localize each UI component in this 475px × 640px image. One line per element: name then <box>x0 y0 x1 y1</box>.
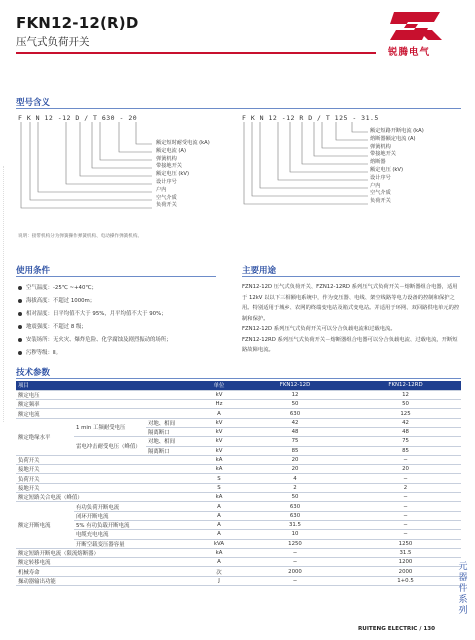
model-right-label: 带接地开关 <box>370 151 396 158</box>
logo-mark-icon <box>388 10 448 42</box>
logo-text: 锐腾电气 <box>388 47 431 58</box>
model-left-label: 额定电流 (A) <box>156 147 186 154</box>
table-row: 额定电流 A 630 125 <box>16 409 461 418</box>
usage-paragraph: FZN12-12D 系列压气式负荷开关可以分合负载电流和过载电流。 <box>242 326 396 332</box>
model-code-right-leaders <box>240 122 370 222</box>
page-title: FKN12-12(R)D <box>16 14 139 32</box>
table-row: 额定转移电流 A − 1200 <box>16 558 461 567</box>
usage-heading: 主要用途 <box>242 266 277 276</box>
table-row: 额定短路开断电流（限流熔断器） kA − 31.5 <box>16 548 461 557</box>
model-right-label: 弹簧机构 <box>370 143 391 150</box>
usage-text <box>242 282 460 356</box>
model-right-label: 额定电压 (kV) <box>370 166 403 173</box>
model-left-label: 空气介质 <box>156 194 177 201</box>
condition-item: 地震强度：不超过 8 级； <box>18 321 228 334</box>
model-right-label: 额定短路开断电流 (kA) <box>370 128 424 134</box>
model-code-left: F K N 12 -12 D / T 630 - 20 <box>18 114 138 122</box>
model-left-label: 负荷开关 <box>156 202 177 209</box>
conditions-list <box>18 282 228 360</box>
title-rule <box>16 52 376 54</box>
params-heading: 技术参数 <box>16 368 51 378</box>
condition-item: 相对湿度：日平均值不大于 95%，月平均值不大于 90%； <box>18 308 228 321</box>
table-row: 闭环开断电流 A 630 − <box>16 511 461 520</box>
table-row: 隔离断口 kV 85 85 <box>16 446 461 455</box>
model-note: 说明：接带机构分为弹簧操作弹簧机构、电动操作弹簧机构。 <box>18 234 143 239</box>
table-row: 电缆充电电流 A 10 − <box>16 530 461 539</box>
usage-rule <box>242 276 460 277</box>
model-left-label: 额定短时耐受电流 (kA) <box>156 140 210 146</box>
model-left-label: 弹簧机构 <box>156 155 177 162</box>
model-right-labels <box>370 128 424 206</box>
params-table <box>16 381 461 586</box>
table-row: 开断空载变压器容量 kVA 1250 1250 <box>16 539 461 548</box>
conditions-heading: 使用条件 <box>16 266 51 276</box>
model-right-label: 设计序号 <box>370 174 391 181</box>
condition-item: 安装场所：无火灾、爆炸危险、化学腐蚀及剧烈振动的场所； <box>18 334 228 347</box>
table-row: 隔离断口 kV 48 48 <box>16 427 461 436</box>
company-logo <box>388 10 460 58</box>
table-row: 额定开断电流 有功负荷开断电流 A 630 − <box>16 502 461 511</box>
table-row: 额定频率 Hz 50 50 <box>16 400 461 409</box>
usage-paragraph: FZN12-12D 压气式负荷开关、FZN12-12RD 系列压气式负荷开关－熔断器组合电器，适用于 12kV 以以下三相额电系统中，作为变压器、电线、架空线路等电力设备的控制和保护之用。特别适用于城乡、农网的终端变电站及箱式变电站。并适用于环网、双回路供电单元的控制和保护。 <box>242 284 460 322</box>
model-section-rule <box>16 108 461 109</box>
condition-item: 污秽等级：Ⅱ。 <box>18 347 228 360</box>
model-code-right: F K N 12 -12 R D / T 125 - 31.5 <box>242 114 379 122</box>
usage-paragraph: FZN12-12RD 系列压气式负荷开关－熔断器组合电器可以分合负载电流、过载电流，开断短路故障电流。 <box>242 336 458 353</box>
table-header-row <box>16 381 461 390</box>
col-unit: 单位 <box>198 381 240 390</box>
table-row: 接地开关 S 2 2 <box>16 483 461 492</box>
model-left-label: 户内 <box>156 186 167 193</box>
table-row: 操动器输出功能 J − 1+0.5 <box>16 576 461 585</box>
conditions-rule <box>16 276 216 277</box>
table-row: 额定绝缘水平 1 min 工频耐受电压 对地、相间 kV 42 42 <box>16 418 461 427</box>
condition-item: 海拔高度：不超过 1000m； <box>18 295 228 308</box>
model-right-label: 空气介质 <box>370 190 391 197</box>
model-right-label: 负荷开关 <box>370 198 391 205</box>
model-right-label: 户内 <box>370 182 381 189</box>
table-row: 雷电冲击耐受电压（峰值） 对地、相间 kV 75 75 <box>16 437 461 446</box>
table-row: 接地开关 kA 20 20 <box>16 465 461 474</box>
table-row: 负荷开关 kA 20 − <box>16 455 461 464</box>
page-subtitle: 压气式负荷开关 <box>16 36 90 48</box>
model-left-label: 设计序号 <box>156 178 177 185</box>
table-row: 机械寿命 次 2000 2000 <box>16 567 461 576</box>
model-right-label: 熔断器 <box>370 159 386 166</box>
model-left-labels <box>156 140 210 210</box>
col-fkn12-12rd: FKN12-12RD <box>350 381 461 390</box>
table-row: 5% 有功负载开断电流 A 31.5 − <box>16 520 461 529</box>
page-footer: RUITENG ELECTRIC / 130 <box>357 626 435 632</box>
series-side-label: 元器件系列 <box>458 562 468 616</box>
col-item: 项目 <box>16 381 198 390</box>
condition-item: 空气温度：-25℃ ~+40℃； <box>18 282 228 295</box>
table-row: 额定电压 kV 12 12 <box>16 390 461 399</box>
model-right-label: 熔断器额定电流 (A) <box>370 135 416 142</box>
model-section-heading: 型号含义 <box>16 98 51 108</box>
binding-gutter <box>0 166 4 422</box>
table-row: 额定短路关合电流（峰值） kA 50 − <box>16 493 461 502</box>
model-code-left-leaders <box>16 122 156 222</box>
model-left-label: 带接地开关 <box>156 163 182 170</box>
table-row: 负荷开关 S 4 − <box>16 474 461 483</box>
params-rule <box>16 378 461 379</box>
col-fkn12-12d: FKN12-12D <box>240 381 350 390</box>
model-left-label: 额定电压 (kV) <box>156 171 189 178</box>
